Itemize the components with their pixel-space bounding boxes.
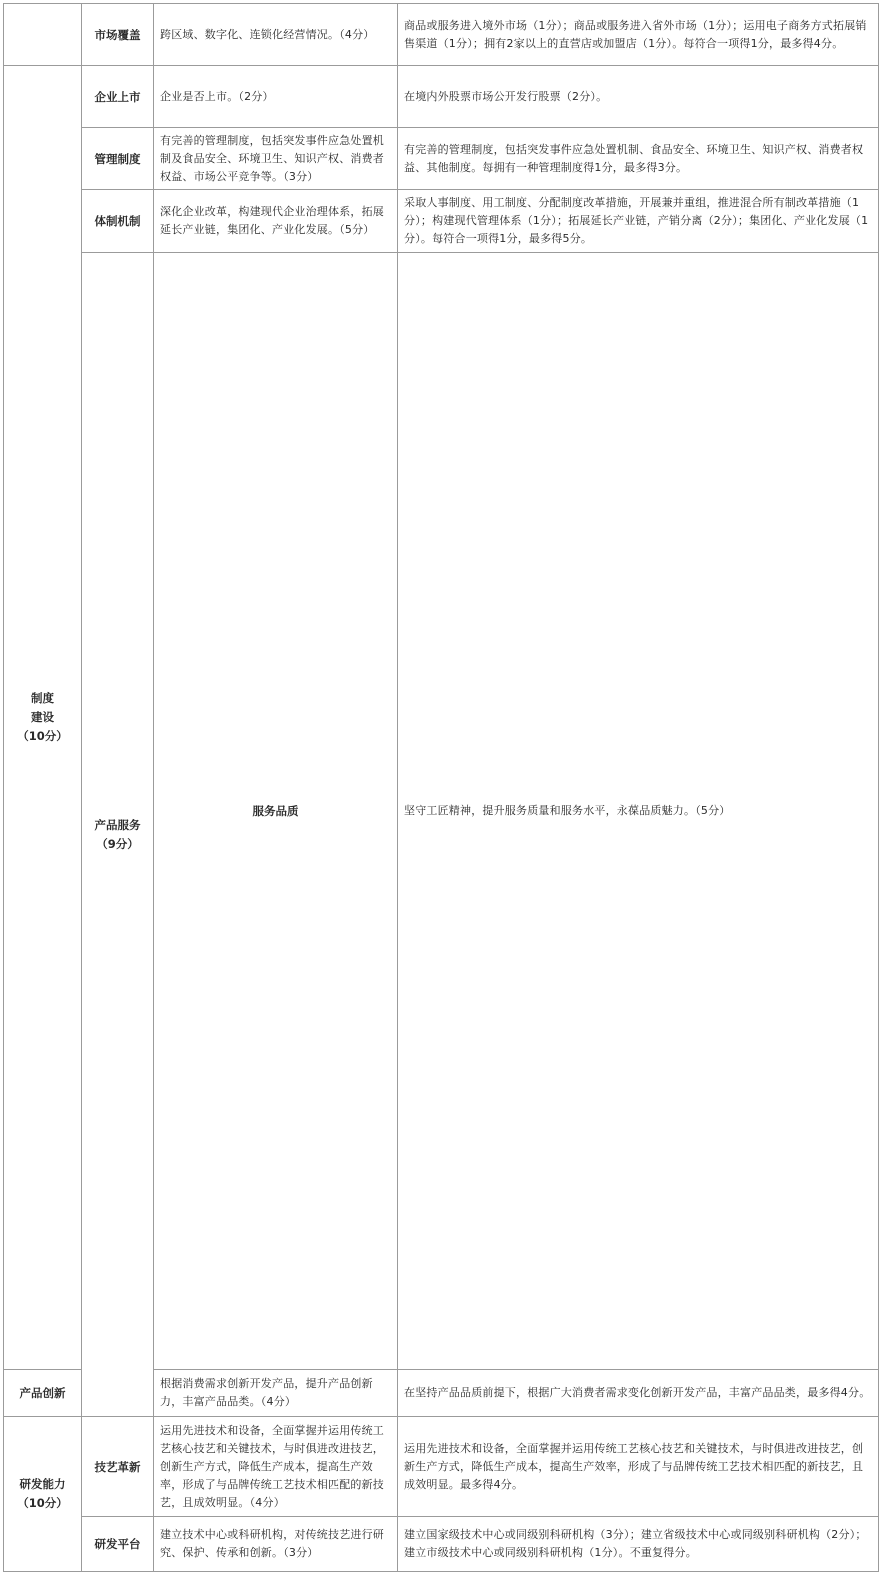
item-name: 市场覆盖 — [82, 4, 154, 66]
evaluation-standard: 有完善的管理制度，包括突发事件应急处置机制及食品安全、环境卫生、知识产权、消费者权益、市场公平竞争等。（3分） — [154, 128, 398, 190]
evaluation-standard: 根据消费需求创新开发产品，提升产品创新力，丰富产品品类。（4分） — [154, 1370, 398, 1417]
item-name: 服务品质 — [154, 253, 398, 1370]
table-row — [4, 66, 879, 128]
item-name: 管理制度 — [82, 128, 154, 190]
category-cell-continued — [4, 4, 82, 66]
table-row — [4, 1517, 879, 1572]
evaluation-standard: 坚守工匠精神，提升服务质量和服务水平，永葆品质魅力。（5分） — [398, 253, 879, 1370]
category-label: 建设 — [31, 710, 54, 724]
evaluation-standard: 运用先进技术和设备，全面掌握并运用传统工艺核心技艺和关键技术，与时俱进改进技艺，创新生产方式，降低生产成本，提高生产效率，形成了与品牌传统工艺技术相匹配的新技艺，且成效明显。（4分） — [154, 1417, 398, 1517]
table-row — [4, 190, 879, 253]
item-name: 研发平台 — [82, 1517, 154, 1572]
scoring-rule: 运用先进技术和设备，全面掌握并运用传统工艺核心技艺和关键技术，与时俱进改进技艺，创新生产方式，降低生产成本，提高生产效率，形成了与品牌传统工艺技术相匹配的新技艺，且成效明显。最多得4分。 — [398, 1417, 879, 1517]
item-name: 体制机制 — [82, 190, 154, 253]
evaluation-standard: 建立技术中心或科研机构，对传统技艺进行研究、保护、传承和创新。（3分） — [154, 1517, 398, 1572]
category-cell-rnd — [4, 1417, 82, 1572]
category-score: （10分） — [17, 1496, 68, 1510]
scoring-rule: 在境内外股票市场公开发行股票（2分）。 — [398, 66, 879, 128]
evaluation-criteria-table — [3, 3, 879, 1572]
category-score: （9分） — [96, 836, 139, 851]
scoring-rule: 在坚持产品品质前提下，根据广大消费者需求变化创新开发产品，丰富产品品类，最多得4分。 — [398, 1370, 879, 1417]
category-label: 研发能力 — [19, 1477, 66, 1491]
category-cell-products — [82, 253, 154, 1417]
scoring-rule: 商品或服务进入境外市场（1分）；商品或服务进入省外市场（1分）；运用电子商务方式拓展销售渠道（1分）；拥有2家以上的直营店或加盟店（1分）。每符合一项得1分，最多得4分。 — [398, 4, 879, 66]
table-row — [4, 1417, 879, 1517]
category-label: 制度 — [31, 691, 54, 705]
category-score: （10分） — [17, 729, 68, 743]
category-label: 产品服务 — [94, 817, 141, 832]
evaluation-standard: 跨区域、数字化、连锁化经营情况。（4分） — [154, 4, 398, 66]
category-cell-system — [4, 66, 82, 1370]
table-row — [4, 128, 879, 190]
table-row — [4, 4, 879, 66]
item-name: 产品创新 — [4, 1370, 82, 1417]
table-row — [4, 253, 879, 1370]
scoring-rule: 建立国家级技术中心或同级别科研机构（3分）；建立省级技术中心或同级别科研机构（2分）；建立市级技术中心或同级别科研机构（1分）。不重复得分。 — [398, 1517, 879, 1572]
scoring-rule: 有完善的管理制度，包括突发事件应急处置机制、食品安全、环境卫生、知识产权、消费者权益、其他制度。每拥有一种管理制度得1分，最多得3分。 — [398, 128, 879, 190]
scoring-rule: 采取人事制度、用工制度、分配制度改革措施，开展兼并重组，推进混合所有制改革措施（1分）；构建现代管理体系（1分）；拓展延长产业链，产销分离（2分）；集团化、产业化发展（1分）。每符合一项得1分，最多得5分。 — [398, 190, 879, 253]
evaluation-standard: 深化企业改革，构建现代企业治理体系，拓展延长产业链，集团化、产业化发展。（5分） — [154, 190, 398, 253]
item-name: 企业上市 — [82, 66, 154, 128]
item-name: 技艺革新 — [82, 1417, 154, 1517]
evaluation-standard: 企业是否上市。（2分） — [154, 66, 398, 128]
